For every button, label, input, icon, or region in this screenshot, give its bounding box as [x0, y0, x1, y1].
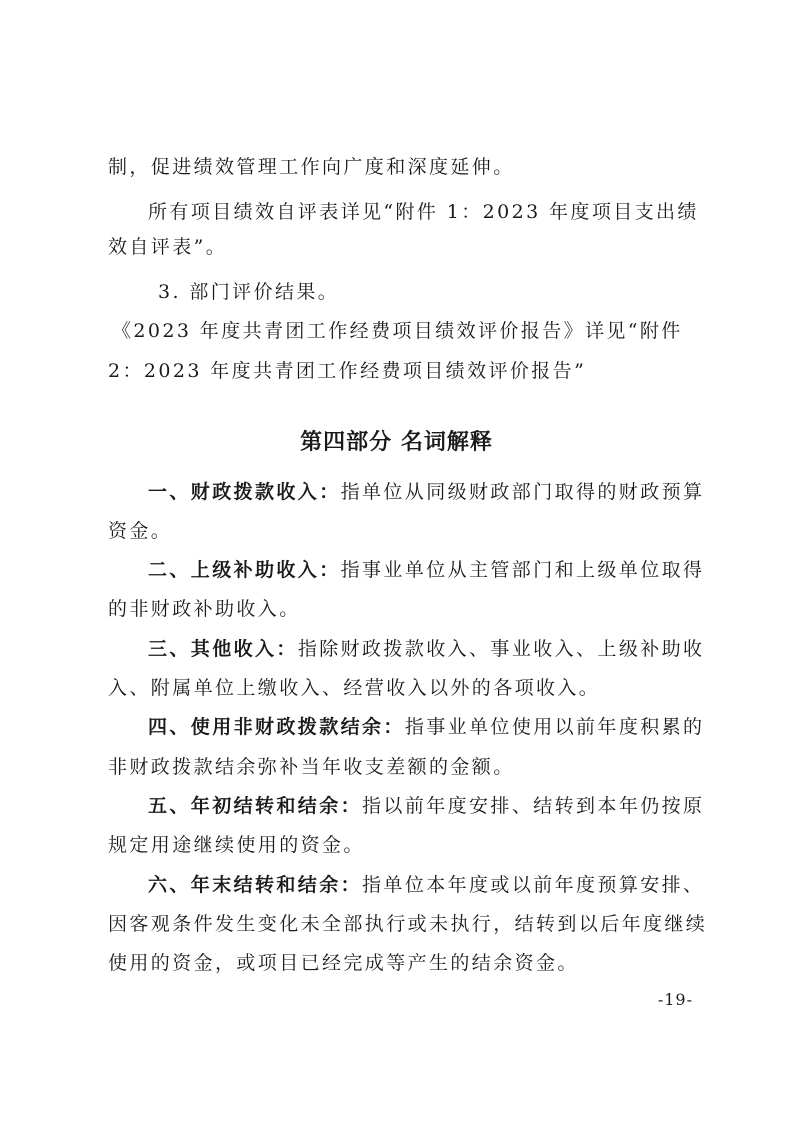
term-2-line-2: 的非财政补助收入。 — [108, 598, 301, 620]
intro-line-1: 制，促进绩效管理工作向广度和深度延伸。 — [108, 156, 515, 178]
intro-line-5: 《2023 年度共青团工作经费项目绩效评价报告》详见“附件 — [112, 320, 683, 342]
term-1-line-1 — [148, 479, 704, 505]
term-1-definition: 指单位从同级财政部门取得的财政预算 — [340, 481, 705, 503]
term-3-line-2: 入、附属单位上缴收入、经营收入以外的各项收入。 — [108, 677, 601, 699]
term-2-line-1 — [148, 557, 704, 583]
term-5-line-2: 规定用途继续使用的资金。 — [108, 834, 365, 856]
term-4-definition: 指事业单位使用以前年度积累的 — [404, 716, 705, 738]
term-6-label: 六、年末结转和结余： — [148, 874, 363, 896]
term-5-definition: 指以前年度安排、结转到本年仍按原 — [362, 795, 705, 817]
term-4-line-1 — [148, 714, 704, 740]
term-3-line-1 — [148, 636, 704, 662]
term-1-label: 一、财政拨款收入： — [148, 481, 341, 503]
term-6-line-3: 使用的资金，或项目已经完成等产生的结余资金。 — [108, 952, 579, 974]
intro-line-3: 效自评表”。 — [108, 236, 228, 258]
term-4-label: 四、使用非财政拨款结余： — [148, 716, 405, 738]
term-5-label: 五、年初结转和结余： — [148, 795, 363, 817]
term-1-line-2: 资金。 — [108, 520, 173, 542]
term-2-definition: 指事业单位从主管部门和上级单位取得 — [340, 559, 705, 581]
term-4-line-2: 非财政拨款结余弥补当年收支差额的金额。 — [108, 756, 515, 778]
term-6-line-2: 因客观条件发生变化未全部执行或未执行，结转到以后年度继续 — [108, 913, 708, 935]
section-heading: 第四部分 名词解释 — [300, 430, 493, 455]
intro-line-6: 2：2023 年度共青团工作经费项目绩效评价报告” — [108, 360, 587, 382]
term-3-definition: 指除财政拨款收入、事业收入、上级补助收 — [297, 638, 705, 660]
intro-line-4: 3. 部门评价结果。 — [158, 281, 340, 303]
term-5-line-1 — [148, 793, 704, 819]
intro-line-2: 所有项目绩效自评表详见“附件 1：2023 年度项目支出绩 — [148, 201, 699, 223]
term-2-label: 二、上级补助收入： — [148, 559, 341, 581]
term-6-line-1 — [148, 872, 704, 898]
term-6-definition: 指单位本年度或以前年度预算安排、 — [362, 874, 705, 896]
term-3-label: 三、其他收入： — [148, 638, 298, 660]
page-number: -19- — [657, 990, 693, 1009]
